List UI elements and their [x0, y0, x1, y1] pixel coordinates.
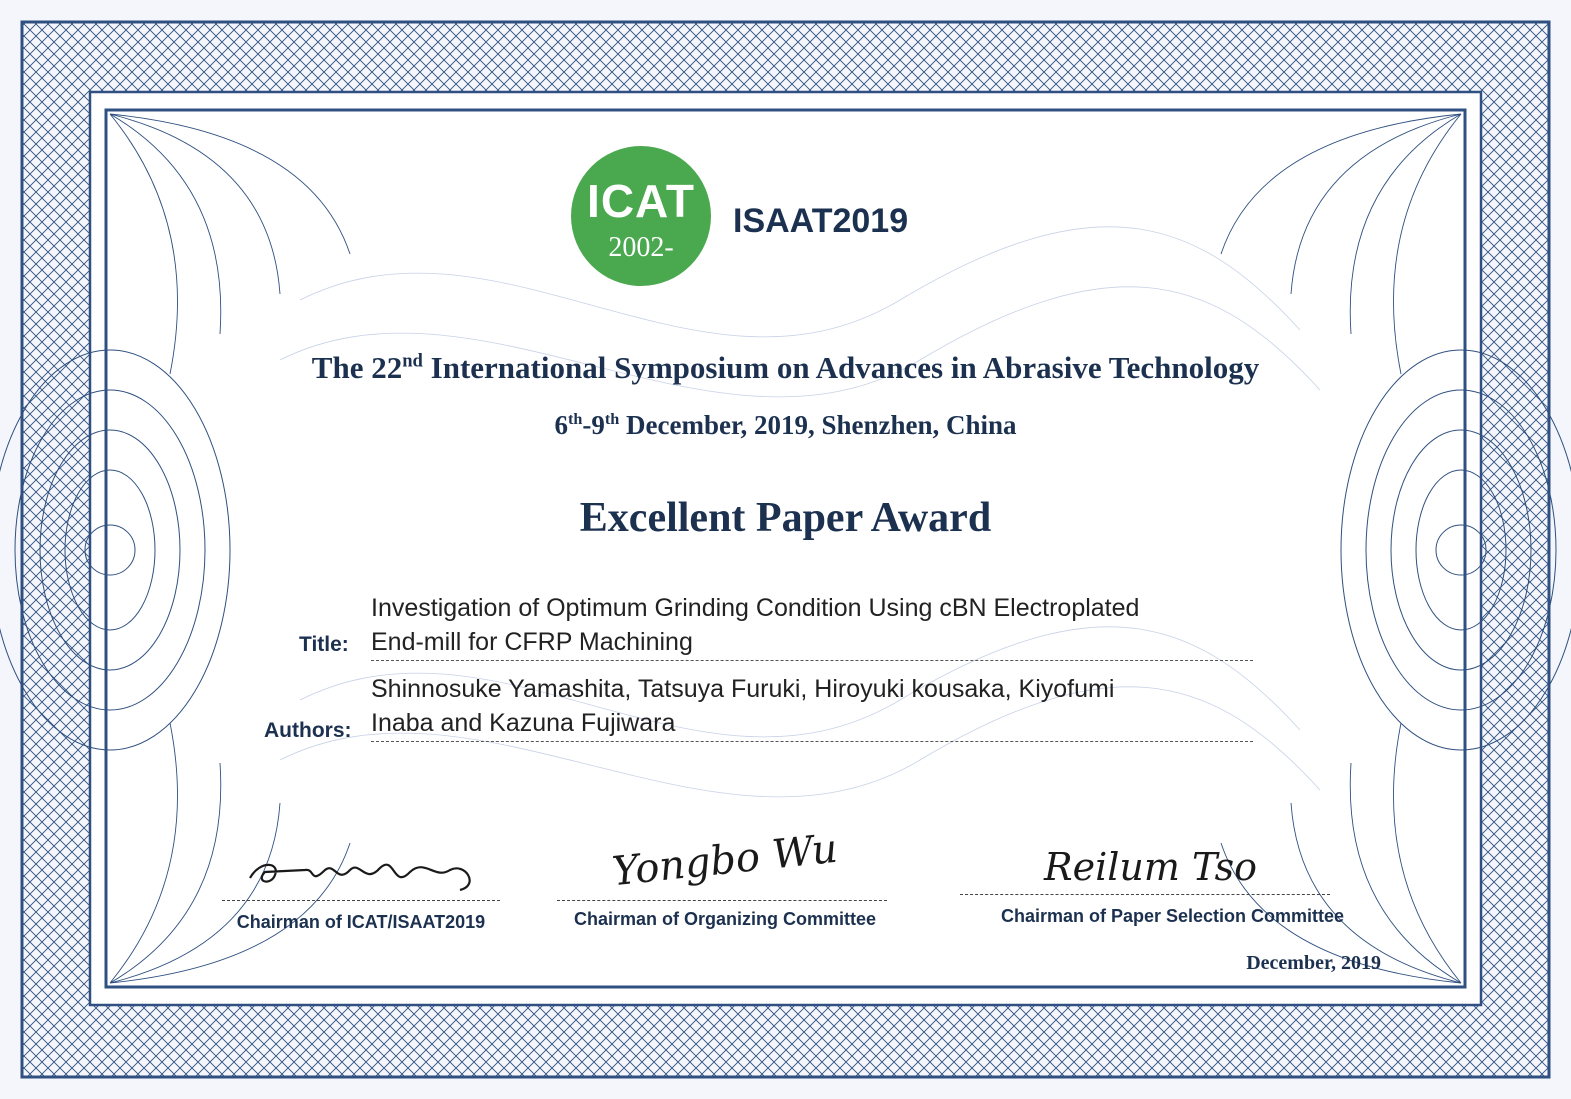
- signature-chairman-paper-selection: [1030, 830, 1290, 900]
- paper-title-line-2: End-mill for CFRP Machining: [371, 628, 693, 656]
- signature-chairman-icat: [235, 840, 495, 900]
- logo-year: 2002-: [608, 232, 674, 263]
- caption-chairman-organizing: Chairman of Organizing Committee: [573, 909, 877, 929]
- conference-name: ISAAT2019: [733, 202, 909, 240]
- caption-chairman-icat: Chairman of ICAT/ISAAT2019: [236, 912, 486, 932]
- paper-authors: [371, 672, 1251, 740]
- paper-title: [371, 591, 1251, 659]
- logo-title: ICAT: [587, 175, 695, 227]
- authors-label: Authors:: [264, 719, 352, 742]
- signature-line-2: [557, 900, 887, 901]
- award-title: Excellent Paper Award: [579, 495, 992, 541]
- title-label: Title:: [299, 633, 349, 656]
- paper-authors-line-1: Shinnosuke Yamashita, Tatsuya Furuki, Hiroyuki kousaka, Kiyofumi: [371, 675, 1115, 703]
- authors-underline: [371, 741, 1253, 742]
- paper-authors-line-2: Inaba and Kazuna Fujiwara: [371, 709, 676, 737]
- svg-text:Yongbo Wu: Yongbo Wu: [610, 825, 840, 896]
- title-underline: [371, 660, 1253, 661]
- symposium-title: The 22nd International Symposium on Advances in Abrasive Technology: [311, 350, 1260, 385]
- svg-text:Reilum Tso: Reilum Tso: [1044, 845, 1257, 889]
- paper-title-line-1: Investigation of Optimum Grinding Condition Using cBN Electroplated: [371, 594, 1140, 622]
- issue-date: December, 2019: [1246, 952, 1381, 974]
- caption-chairman-paper-selection: Chairman of Paper Selection Committee: [1000, 906, 1345, 926]
- event-date: 6th-9th December, 2019, Shenzhen, China: [554, 410, 1017, 440]
- signature-chairman-organizing: [600, 822, 860, 897]
- icat-logo: [571, 146, 711, 286]
- signature-line-1: [222, 900, 500, 901]
- signature-line-3: [960, 894, 1330, 895]
